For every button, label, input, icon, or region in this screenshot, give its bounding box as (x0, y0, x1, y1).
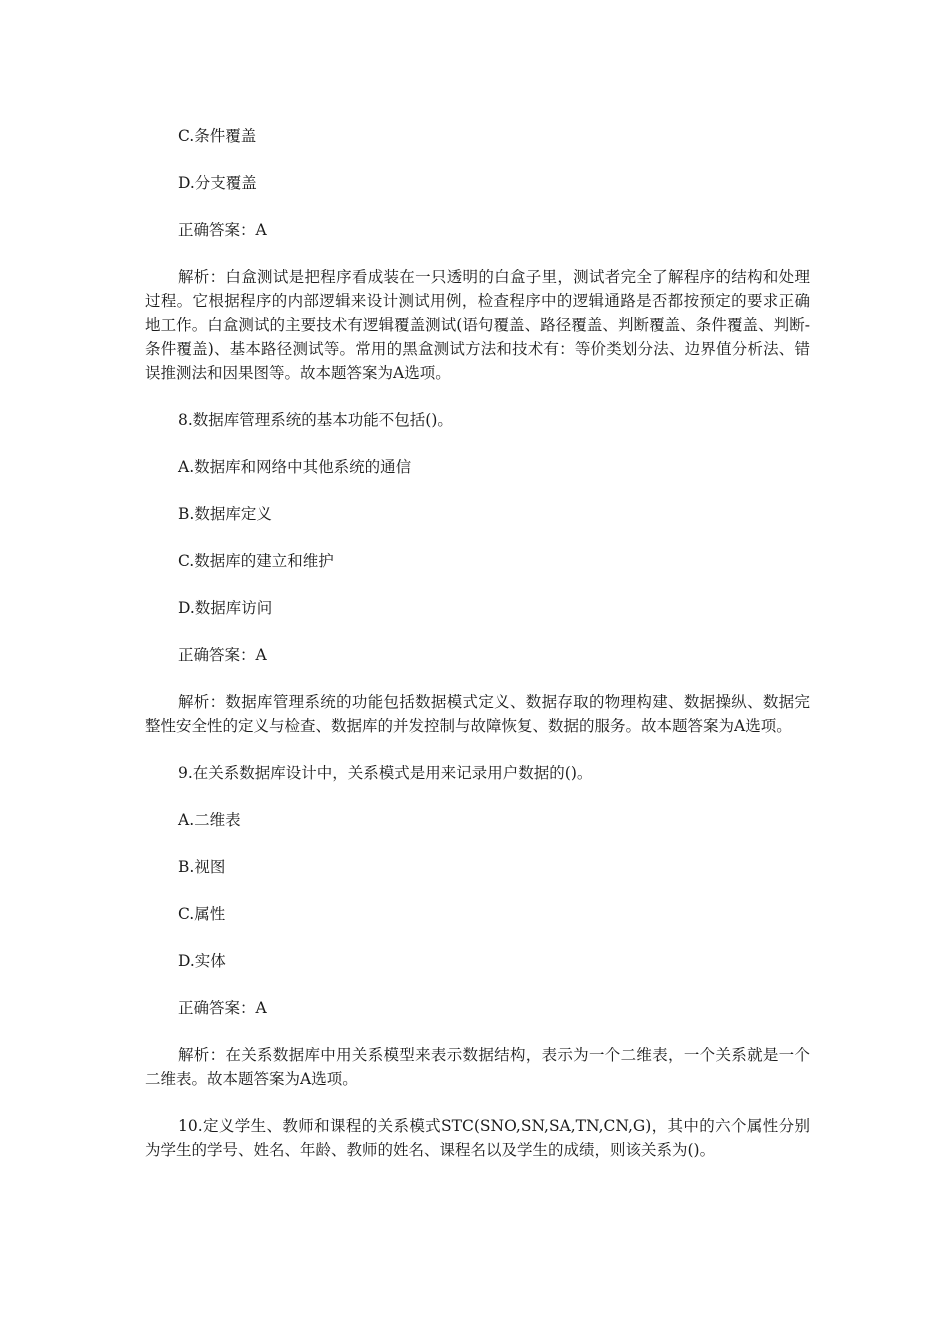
question-10: 10.定义学生、教师和课程的关系模式STC(SNO,SN,SA,TN,CN,G)，其中的六个属性分别为学生的学号、姓名、年龄、教师的姓名、课程名以及学生的成绩，则该关系为()。 (145, 1117, 810, 1159)
option-b-q9: B.视图 (178, 858, 226, 876)
option-b-q8: B.数据库定义 (178, 505, 272, 523)
option-d-q8: D.数据库访问 (178, 599, 273, 617)
answer-q8: 正确答案：A (178, 646, 267, 664)
option-a-q8: A.数据库和网络中其他系统的通信 (178, 458, 412, 476)
document-body (145, 124, 810, 1162)
option-c-q7: C.条件覆盖 (178, 127, 257, 145)
answer-q9: 正确答案：A (178, 999, 267, 1017)
option-d-q7: D.分支覆盖 (178, 174, 257, 192)
question-8: 8.数据库管理系统的基本功能不包括()。 (178, 411, 453, 429)
explanation-q9: 解析：在关系数据库中用关系模型来表示数据结构，表示为一个二维表，一个关系就是一个二维表。故本题答案为A选项。 (145, 1046, 810, 1088)
explanation-q7: 解析：白盒测试是把程序看成装在一只透明的白盒子里，测试者完全了解程序的结构和处理过程。它根据程序的内部逻辑来设计测试用例，检查程序中的逻辑通路是否都按预定的要求正确地工作。白盒测试的主要技术有逻辑覆盖测试(语句覆盖、路径覆盖、判断覆盖、条件覆盖、判断-条件覆盖)、基本路径测试等。常用的黑盒测试方法和技术有：等价类划分法、边界值分析法、错误推测法和因果图等。故本题答案为A选项。 (145, 268, 810, 382)
option-c-q9: C.属性 (178, 905, 226, 923)
option-a-q9: A.二维表 (178, 811, 241, 829)
option-d-q9: D.实体 (178, 952, 226, 970)
answer-q7: 正确答案：A (178, 221, 267, 239)
question-9: 9.在关系数据库设计中，关系模式是用来记录用户数据的()。 (178, 764, 593, 782)
option-c-q8: C.数据库的建立和维护 (178, 552, 334, 570)
explanation-q8: 解析：数据库管理系统的功能包括数据模式定义、数据存取的物理构建、数据操纵、数据完整性安全性的定义与检查、数据库的并发控制与故障恢复、数据的服务。故本题答案为A选项。 (145, 693, 810, 735)
